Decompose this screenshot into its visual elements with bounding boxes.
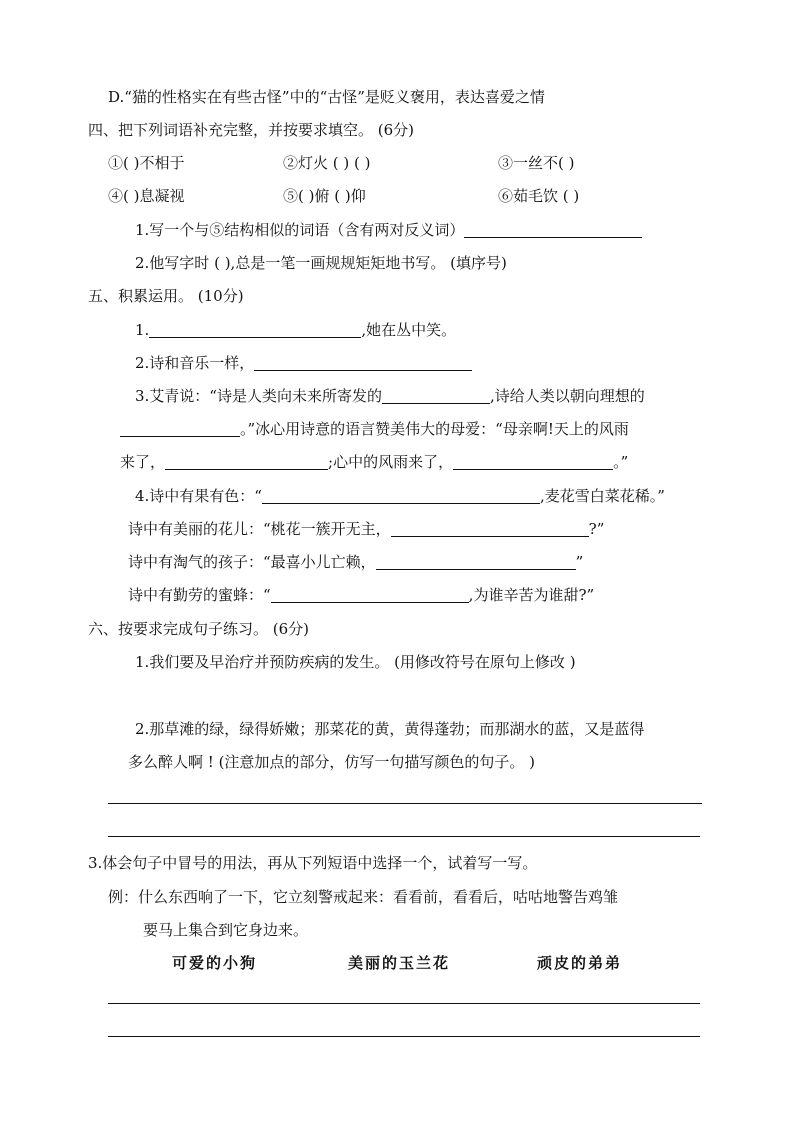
- s5-question-4-line-4: 诗中有勤劳的蜜蜂：“ ,为谁辛苦为谁甜?”: [128, 586, 595, 604]
- answer-line[interactable]: [108, 1036, 700, 1037]
- s5-question-1: 1. ,她在丛中笑。: [135, 321, 457, 339]
- s5-question-4: 4.诗中有果有色：“ ,麦花雪白菜花稀。”: [135, 487, 665, 505]
- word-3[interactable]: ③一丝不( ): [498, 154, 575, 172]
- example-line-1: 例：什么东西响了一下，它立刻警戒起来：看看前，看看后，咕咕地警告鸡雏: [108, 888, 619, 906]
- s5-question-4-line-3: 诗中有淘气的孩子：“最喜小儿亡赖， ”: [128, 553, 584, 571]
- answer-blank[interactable]: [464, 222, 642, 238]
- answer-blank[interactable]: [376, 554, 576, 570]
- s5-question-4-line-2: 诗中有美丽的花儿：“桃花一簇开无主， ?”: [128, 520, 605, 538]
- answer-blank[interactable]: [271, 587, 469, 603]
- phrase-option-1[interactable]: 可爱的小狗: [172, 954, 258, 972]
- phrase-option-2[interactable]: 美丽的玉兰花: [348, 954, 451, 972]
- answer-line[interactable]: [108, 836, 700, 837]
- section-5-title: 五、积累运用。 (10分): [88, 287, 244, 305]
- s5-question-2: 2.诗和音乐一样，: [135, 353, 472, 373]
- section-4-title: 四、把下列词语补充完整，并按要求填空。 (6分): [88, 121, 415, 139]
- answer-blank[interactable]: [453, 454, 613, 470]
- word-1[interactable]: ①( )不相于: [108, 154, 185, 172]
- word-5[interactable]: ⑤( )俯 ( )仰: [283, 187, 366, 205]
- option-d: D.“猫的性格实在有些古怪”中的“古怪”是贬义褒用，表达喜爱之情: [108, 88, 545, 106]
- s5-question-3-line-3: 来了， ;心中的风雨来了， 。”: [120, 453, 629, 471]
- answer-blank[interactable]: [120, 421, 240, 437]
- answer-blank[interactable]: [262, 488, 540, 504]
- word-6[interactable]: ⑥茹毛饮 ( ): [498, 187, 580, 205]
- answer-blank[interactable]: [254, 355, 472, 371]
- s6-question-3: 3.体会句子中冒号的用法，再从下列短语中选择一个，试着写一写。: [88, 854, 538, 872]
- section-6-title: 六、按要求完成句子练习。 (6分): [88, 620, 310, 638]
- word-4[interactable]: ④( )息凝视: [108, 187, 185, 205]
- s6-question-1: 1.我们要及早治疗并预防疾病的发生。 (用修改符号在原句上修改 ): [135, 653, 576, 671]
- answer-blank[interactable]: [391, 521, 589, 537]
- answer-blank[interactable]: [165, 454, 328, 470]
- s5-question-3-line-2: 。”冰心用诗意的语言赞美伟大的母爱：“母亲啊!天上的风雨: [120, 419, 629, 439]
- s5-question-3: 3.艾青说：“诗是人类向未来所寄发的 ,诗给人类以朝向理想的: [135, 387, 645, 405]
- answer-line[interactable]: [108, 803, 702, 804]
- answer-blank[interactable]: [149, 322, 361, 338]
- answer-blank[interactable]: [382, 388, 490, 404]
- example-line-2: 要马上集合到它身边来。: [143, 921, 309, 939]
- word-2[interactable]: ②灯火 ( ) ( ): [283, 154, 371, 172]
- s6-question-2: 2.那草滩的绿，绿得娇嫩；那菜花的黄，黄得蓬勃；而那湖水的蓝，又是蓝得: [135, 720, 645, 738]
- s4-question-1: 1.写一个与⑤结构相似的词语（含有两对反义词）: [135, 220, 642, 240]
- s4-question-2: 2.他写字时 ( ),总是一笔一画规规矩矩地书写。 (填序号): [135, 254, 507, 272]
- phrase-option-3[interactable]: 顽皮的弟弟: [537, 954, 623, 972]
- s6-question-2-line-2: 多么醉人啊 ! (注意加点的部分，仿写一句描写颜色的句子。 ): [128, 753, 536, 771]
- answer-line[interactable]: [108, 1003, 700, 1004]
